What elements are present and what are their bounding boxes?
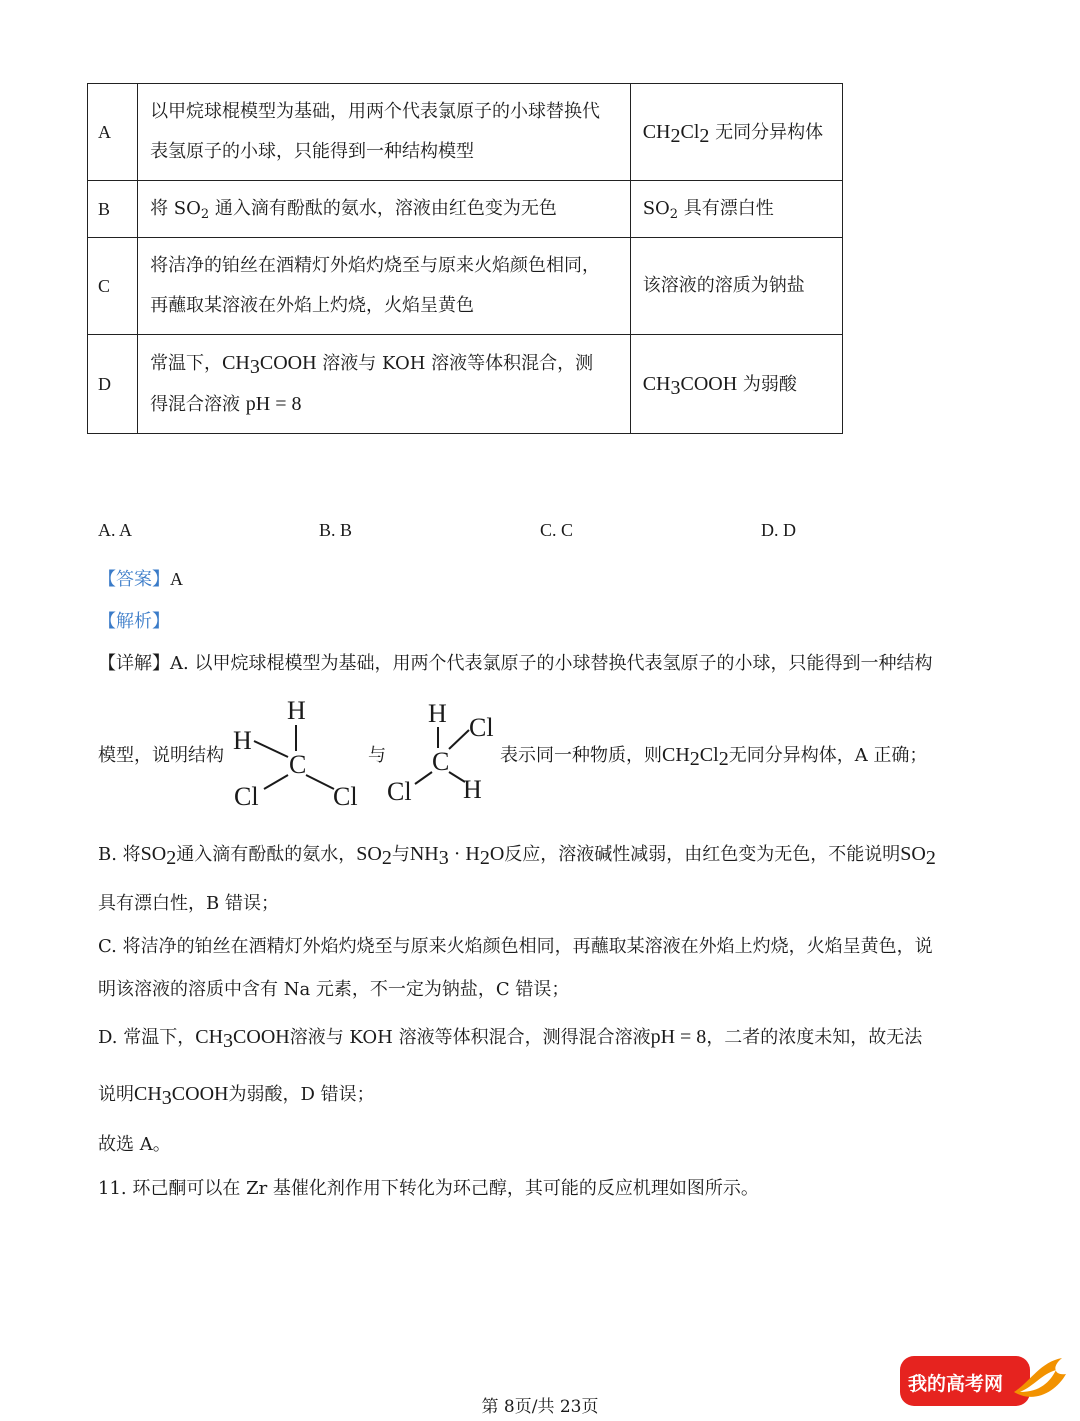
page-footer: 第 8页/共 23页 [481, 1397, 599, 1417]
answer-value: A [170, 569, 183, 589]
row-conclusion: $CH_3COOH$ 为弱酸 [630, 335, 842, 434]
detail-c-line1: C. 将洁净的铂丝在酒精灯外焰灼烧至与原来火焰颜色相同，再蘸取某溶液在外焰上灼烧，火焰呈黄色，说 [98, 936, 933, 957]
logo-text: 我的高考网 [908, 1373, 1004, 1395]
structure-1 [230, 693, 370, 813]
row-description: 将洁净的铂丝在酒精灯外焰灼烧至与原来火焰颜色相同， 再蘸取某溶液在外焰上灼烧，火焰呈黄色 [138, 238, 631, 335]
detail-with: 与 [368, 745, 386, 766]
answer-tag: 【答案】 [98, 569, 170, 590]
detail-c-line2: 明该溶液的溶质中含有 Na 元素，不一定为钠盐，C 错误； [98, 979, 570, 1000]
table-row [88, 84, 843, 181]
row-label: B [88, 181, 138, 238]
svg-text:H: H [428, 699, 447, 728]
detail-b-line2: 具有漂白性，B 错误； [98, 893, 279, 914]
svg-text:Cl: Cl [234, 782, 259, 811]
table-row [88, 181, 843, 238]
answer-choices [98, 520, 998, 548]
detail-d-line1: D. 常温下，$CH_3COOH$溶液与 KOH 溶液等体积混合，测得混合溶液pH = 8，二者的浓度未知，故无法 [98, 1026, 923, 1052]
detail-b-line1: B. 将$SO_2$通入滴有酚酞的氨水，$SO_2$与$NH_3 \cdot H_2O$反应，溶液碱性减弱，由红色变为无色，不能说明$SO_2$ [98, 843, 936, 869]
row-conclusion: $CH_2Cl_2$ 无同分异构体 [630, 84, 842, 181]
detail-conclusion: 故选 A。 [98, 1134, 171, 1155]
table-row [88, 238, 843, 335]
svg-text:Cl: Cl [469, 713, 494, 742]
svg-text:H: H [287, 696, 306, 725]
svg-text:C: C [289, 750, 307, 779]
row-label: A [88, 84, 138, 181]
flame-icon [1010, 1352, 1068, 1410]
choice-d: D. D [761, 520, 796, 540]
table-row [88, 335, 843, 434]
svg-text:H: H [463, 775, 482, 804]
detail-a-line2-post: 表示同一种物质，则$CH_2Cl_2$无同分异构体，A 正确； [500, 744, 928, 770]
svg-text:Cl: Cl [387, 777, 412, 806]
question-11: 11. 环己酮可以在 Zr 基催化剂作用下转化为环己醇，其可能的反应机理如图所示。 [98, 1178, 759, 1199]
detail-d-line2: 说明$CH_3COOH$为弱酸，D 错误； [98, 1083, 375, 1109]
row-label: C [88, 238, 138, 335]
svg-text:H: H [233, 726, 252, 755]
row-description: 常温下，$CH_3COOH$ 溶液与 KOH 溶液等体积混合，测 得混合溶液 pH = 8 [138, 335, 631, 434]
structure-2 [385, 698, 505, 808]
row-description: 将 $SO_2$ 通入滴有酚酞的氨水，溶液由红色变为无色 [138, 181, 631, 238]
answer-line [98, 565, 988, 591]
site-logo [900, 1352, 1068, 1410]
detail-tag: 【详解】 [98, 653, 170, 674]
row-description: 以甲烷球棍模型为基础，用两个代表氯原子的小球替换代 表氢原子的小球，只能得到一种结构模型 [138, 84, 631, 181]
choice-c: C. C [540, 520, 574, 540]
choice-a: A. A [98, 520, 133, 540]
options-table [87, 83, 843, 434]
analysis-tag: 【解析】 [98, 611, 170, 632]
row-conclusion: 该溶液的溶质为钠盐 [630, 238, 842, 335]
choice-b: B. B [319, 520, 353, 540]
detail-a-line1: 【详解】A. 以甲烷球棍模型为基础，用两个代表氯原子的小球替换代表氢原子的小球，只能得到一种结构 [98, 653, 933, 674]
detail-a-line2-pre: 模型，说明结构 [98, 745, 224, 766]
svg-text:C: C [432, 747, 450, 776]
row-conclusion: $SO_2$ 具有漂白性 [630, 181, 842, 238]
row-label: D [88, 335, 138, 434]
svg-text:Cl: Cl [333, 782, 358, 811]
